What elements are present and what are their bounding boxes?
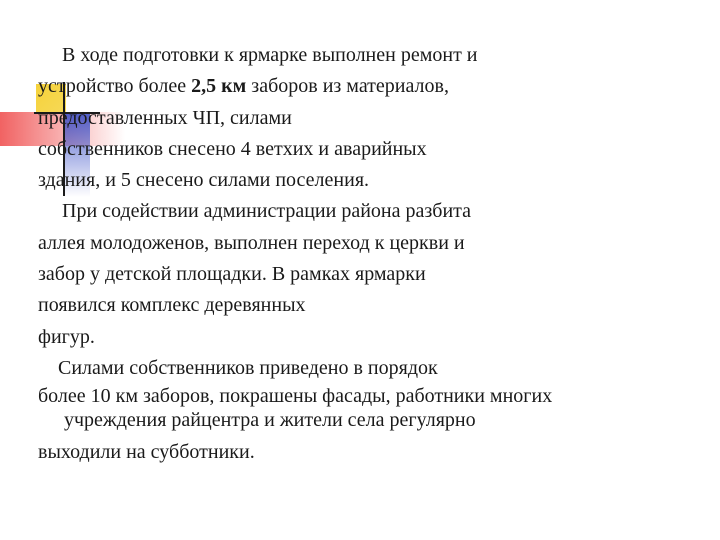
text-line: предоставленных ЧП, силами [38, 106, 292, 129]
text-line: При содействии администрации района разбита [62, 200, 472, 223]
text-line: появился комплекс деревянных [38, 294, 306, 317]
text-line [38, 71, 688, 102]
text-line: более 10 км заборов, покрашены фасады, работники многих [38, 385, 553, 408]
text-line: собственников снесено 4 ветхих и аварийных [38, 137, 427, 160]
text-line: аллея молодоженов, выполнен переход к церкви и [38, 231, 465, 254]
text-line: здания, и 5 снесено силами поселения. [38, 169, 370, 192]
bold-distance: 2,5 км [191, 75, 247, 98]
text-line: Силами собственников приведено в порядок [58, 356, 438, 379]
text-line: забор у детской площадки. В рамках ярмарки [38, 263, 426, 286]
text-line: В ходе подготовки к ярмарке выполнен ремонт и [62, 44, 478, 66]
text-line: выходили на субботники. [38, 441, 255, 464]
text-fragment: заборов из материалов, [246, 75, 449, 98]
text-fragment: устройство более [38, 75, 192, 98]
text-line: фигур. [38, 325, 95, 348]
slide-body-text [38, 40, 688, 466]
text-line: учреждения райцентра и жители села регулярно [64, 409, 476, 432]
